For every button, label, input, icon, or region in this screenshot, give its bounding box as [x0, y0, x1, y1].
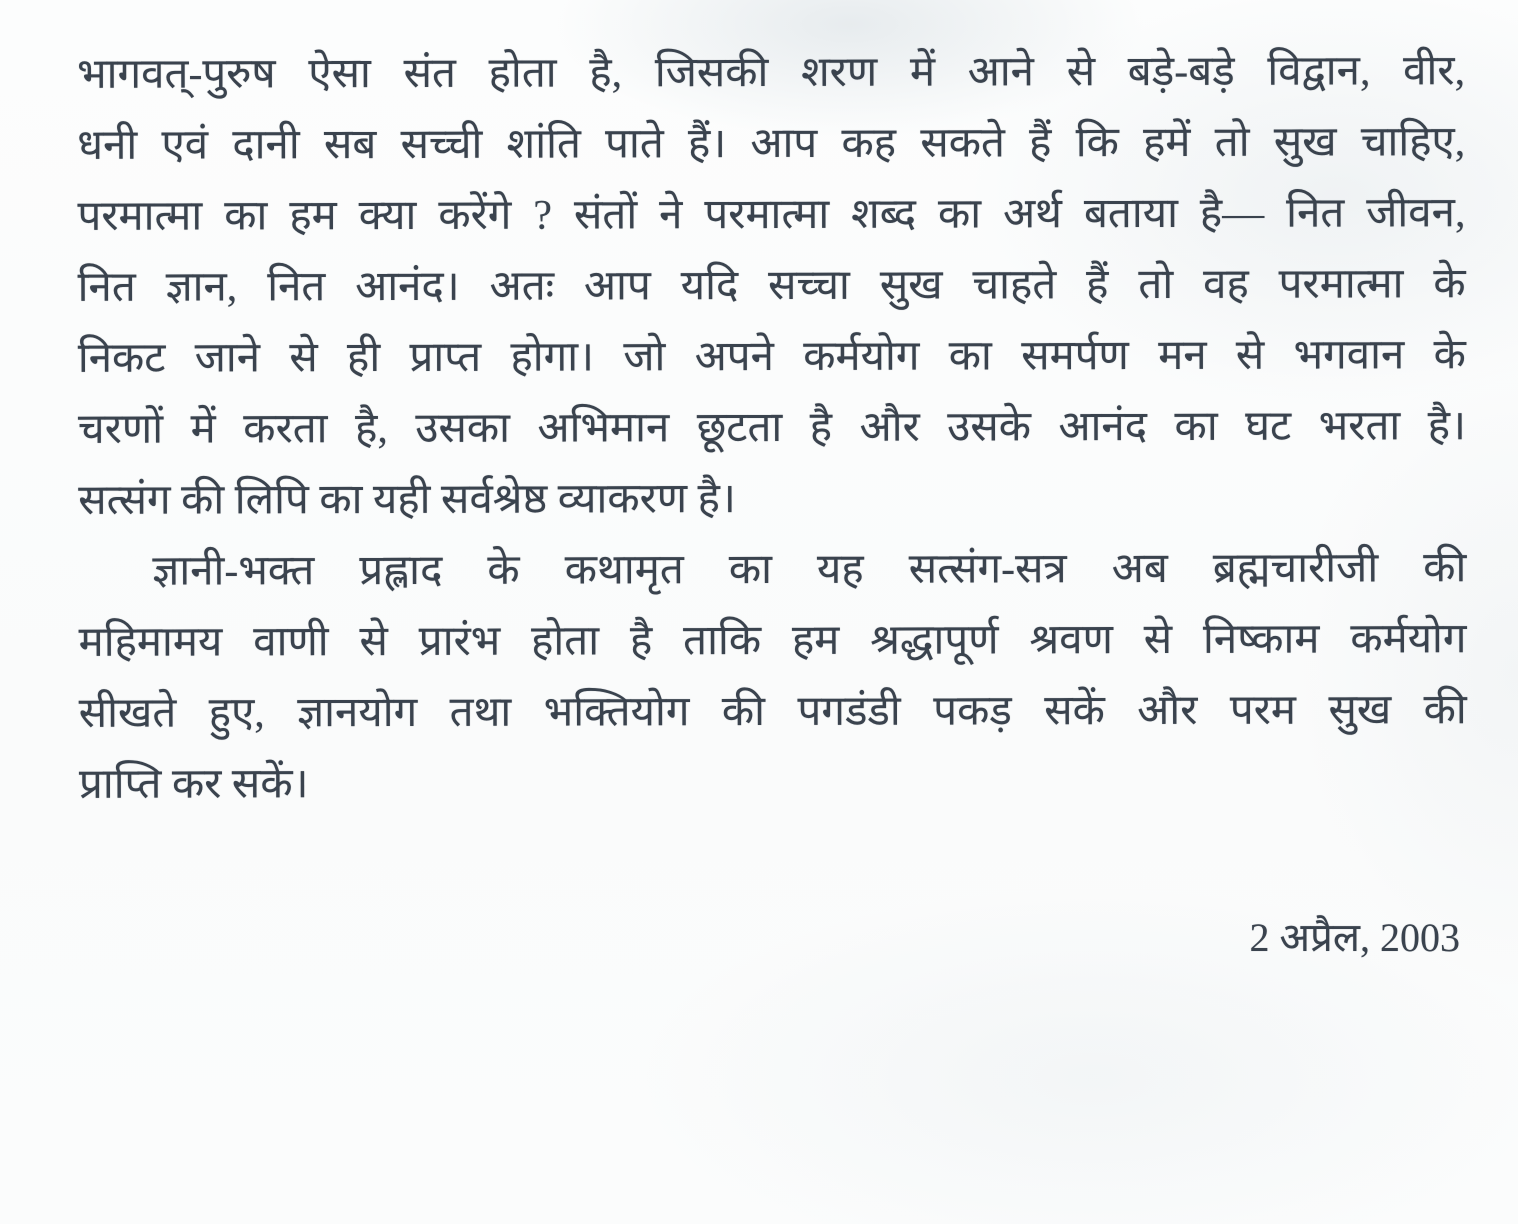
text-line: चरणों में करता है, उसका अभिमान छूटता है और उसके आनंद का घट भरता है। — [77, 403, 1467, 453]
text-line: ज्ञानी-भक्त प्रह्लाद के कथामृत का यह सत्संग-सत्र अब ब्रह्मचारीजी की — [152, 545, 1467, 595]
text-line: भागवत्-पुरुष ऐसा संत होता है, जिसकी शरण में आने से बड़े-बड़े विद्वान, वीर, — [77, 48, 1466, 98]
text-line: सीखते हुए, ज्ञानयोग तथा भक्तियोग की पगडंडी पकड़ सकें और परम सुख की — [78, 687, 1467, 737]
text-line: प्राप्ति कर सकें। — [78, 761, 309, 808]
text-line: परमात्मा का हम क्या करेंगे ? संतों ने परमात्मा शब्द का अर्थ बताया है— नित जीवन, — [77, 190, 1466, 240]
text-line: नित ज्ञान, नित आनंद। अतः आप यदि सच्चा सुख चाहते हैं तो वह परमात्मा के — [77, 261, 1466, 311]
text-line: धनी एवं दानी सब सच्ची शांति पाते हैं। आप कह सकते हैं कि हमें तो सुख चाहिए, — [77, 119, 1466, 169]
body-text — [77, 36, 1467, 821]
text-line: निकट जाने से ही प्राप्त होगा। जो अपने कर्मयोग का समर्पण मन से भगवान के — [77, 332, 1466, 382]
date-line: 2 अप्रैल, 2003 — [1249, 915, 1460, 960]
text-line: सत्संग की लिपि का यही सर्वश्रेष्ठ व्याकरण है। — [78, 476, 736, 524]
text-line: महिमामय वाणी से प्रारंभ होता है ताकि हम श्रद्धापूर्ण श्रवण से निष्काम कर्मयोग — [78, 616, 1467, 666]
